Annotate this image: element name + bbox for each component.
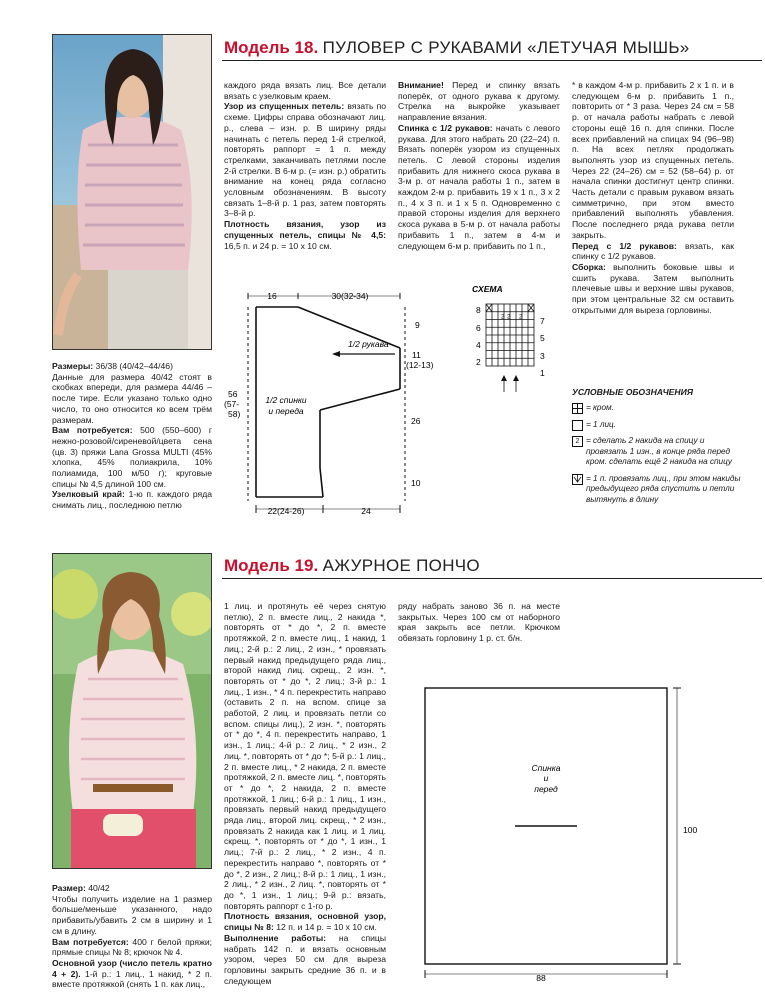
- edge-symbol-icon: [572, 403, 583, 414]
- model19-title-rule: [222, 578, 762, 579]
- edge-text: 1-ю п. каждого ряда снимать лиц., последнюю петлю: [52, 489, 212, 511]
- model18-photo: [52, 34, 212, 350]
- m19-materials-text: 400 г белой пряжи; прямые спицы № 8; крючок № 4.: [52, 936, 213, 958]
- poncho-dim-height: 100: [683, 825, 698, 835]
- chart-cell-mark-1: 2: [501, 314, 505, 321]
- legend-item-yarnover: 2 = сделать 2 накида на спицу и провязать 1 изн., в конце ряда перед кром. сделать ещё 2 накида на спицу: [572, 436, 742, 468]
- model18-column-4: [572, 80, 734, 315]
- chart-row-7: 7: [540, 316, 545, 326]
- col4-text-0: * в каждом 4-м р. прибавить 2 х 1 п. и в следующем 6-м р. прибавить 1 п., повторить от * 3 раза. Через 24 см = 58 р. от начала работы набрать с левой стороны ещё 16 п. для спинки. После всех прибавлений на спицах 94 (96–98) п. На всех петлях продолжать выполнять узор из спущенных петель. Через 22 (24–26) см = 52 (58–64) р. от начала спинки достигнут центр спинки. Часть детали с правым рукавом вязать симметрично, при этом вместо прибавлений выполнять убавления. После последнего ряда рукава петли закрыть.: [572, 80, 734, 240]
- col4-text-2: выполнить боковые швы и сшить рукава. Затем выполнить плечевые швы и верхние швы рукавов, при этом центральные 32 см оставить открытыми для выреза горловины.: [572, 261, 734, 315]
- chart-row-6: 6: [476, 323, 481, 333]
- model18-title-rule: [222, 60, 762, 61]
- chart-cell-mark-3: 2: [519, 314, 523, 321]
- piece-label-2: и переда: [268, 406, 304, 416]
- edge-label: Узелковый край:: [52, 489, 125, 500]
- col3-label-1: Спинка с 1/2 рукавов:: [398, 122, 493, 133]
- col2-text-1: вязать по схеме. Цифры справа обозначают лиц. р., слева – изн. р. В ширину ряды начинать с петель перед 1-й стрелкой, повторять раппорт = 1 п. между стрелками, заканчивать петлями после 2-й стрелки. В 6-м р. (= изн. р.) обратить внимание на конец ряда согласно условным обозначениям. В высоту связать 1–8-й р. 1 раз, затем повторять 3–8-й р.: [224, 101, 386, 219]
- chart-row-1: 1: [540, 368, 545, 378]
- materials-label: Вам потребуется:: [52, 425, 133, 436]
- model18-column-3: [398, 80, 560, 251]
- col2-text-2: 16,5 п. и 24 р. = 10 х 10 см.: [224, 240, 332, 251]
- legend: [572, 403, 742, 505]
- knit-symbol-icon: [572, 420, 583, 431]
- sleeve-label: 1/2 рукава: [348, 339, 389, 349]
- dim-left-56: 56: [228, 389, 238, 399]
- model18-title: [224, 38, 690, 58]
- piece-label-1: 1/2 спинки: [265, 395, 307, 405]
- col4-label-1: Перед с 1/2 рукавов:: [572, 240, 677, 251]
- m19-size-note: Чтобы получить изделие на 1 размер больше/меньше указанного, надо прибавить/убавить 2 см в ширину и 1 см в длину.: [52, 893, 212, 936]
- model18-title-name: ПУЛОВЕР С РУКАВАМИ «ЛЕТУЧАЯ МЫШЬ»: [322, 38, 690, 57]
- m19-col2-text-0: 1 лиц. и протянуть её через снятую петлю), 2 п. вместе лиц., 2 накида *, повторять от * до *, 2 п. вместе протяжкой, 2 п. вместе лиц., 1 накид, 1 лиц.; 2-й р.: 2 лиц., 2 изн., * провязать первый накид предыдущего ряда лиц., второй накид лиц. скрещ., 2 изн. *, повторять от * до *, 2 лиц.; 3-й р.: 1 лиц., 1 изн., * 4 п. перекрестить направо (оставить 2 п. на вспом. спице за работой, 2 лиц. и провязать петли со вспом. спицы лиц.), 2 изн. *, повторять от * до *, 4 п. перекрестить направо, 1 изн., 1 лиц.; 4-й р.: 2 лиц., * 2 изн., 2 лиц. *, повторять от * до *; 5-й р.: 1 лиц., 2 п. вместе лиц., * 2 накида, 2 п. вместе протяжкой, 2 п. вместе лиц. *, повторять от * до *, 2 накида, 2 п. вместе протяжкой, 1 лиц.; 6-й р.: 1 лиц., 1 изн., провязать первый накид предыдущего ряда лиц., второй лиц. скрещ., * 2 изн., провязать 2 накида как 1 лиц. и 1 лиц. скрещ. *, повторять от * до *, 1 изн., 1 лиц.; 7-й р.: 2 лиц., * 2 изн., 4 п. перекрестить направо *, повторять от * до *, 2 изн., 2 лиц.; 8-й р.: 1 лиц., 1 изн., 2 лиц., * 2 изн., 2 лиц. *, повторять от * до *, 1 изн., 1 лиц.; 9-й р.: вязать, повторять раппорт с 1-го р.: [224, 601, 386, 911]
- model19-title-number: Модель 19.: [224, 556, 319, 575]
- col3-label-0: Внимание!: [398, 80, 444, 90]
- yarnover-symbol-icon: 2: [572, 436, 583, 447]
- dim-left-58: 58): [228, 409, 241, 419]
- model19-title: [224, 556, 480, 576]
- model18-left-column: [52, 361, 212, 511]
- model18-title-number: Модель 18.: [224, 38, 319, 57]
- legend-title: УСЛОВНЫЕ ОБОЗНАЧЕНИЯ: [572, 387, 694, 397]
- model18-pattern-diagram: [220, 285, 440, 520]
- model19-photo: [52, 553, 212, 869]
- chart-row-5: 5: [540, 333, 545, 343]
- dim-bottom-left: 22(24-26): [267, 506, 305, 516]
- model19-title-name: АЖУРНОЕ ПОНЧО: [322, 556, 480, 575]
- dim-right-11: 11: [412, 350, 421, 360]
- model19-pattern-diagram: [415, 680, 715, 985]
- col4-label-2: Сборка:: [572, 261, 606, 272]
- legend-item-knit: = 1 лиц.: [572, 420, 742, 431]
- m19-pattern-text: 1-й р.: 1 лиц., 1 накид, * 2 п. вместе протяжкой (снять 1 п. как лиц.,: [52, 968, 212, 990]
- col2-label-1: Узор из спущенных петель:: [224, 101, 345, 112]
- m19-col2-text-1: 12 п. и 14 р. = 10 х 10 см.: [273, 922, 377, 933]
- chart-row-3: 3: [540, 351, 545, 361]
- dim-right-26: 26: [411, 416, 421, 426]
- col3-text-1: начать с левого рукава. Для этого набрать 20 (22–24) п. Вязать поперёк узором из спущенных петель. С левой стороны изделия прибавить для нижнего скоса рукава в 3-м р. от начала работы 1 п., затем в каждом 2-м р. прибавить 19 х 1 п., 3 х 2 п., 4 х 3 п. и 1 х 5 п. Одновременно с правой стороны изделия для верхнего скоса рукава в 5-м р. от начала работы прибавить 1 п., затем в 4-м и следующем 6-м р. прибавить по 1 п.,: [398, 122, 561, 251]
- model18-column-2: [224, 80, 386, 251]
- legend-item-edge: = кром.: [572, 403, 742, 414]
- poncho-label-3: перед: [534, 784, 558, 794]
- poncho-dim-width: 88: [536, 973, 546, 983]
- col3-text-0: Перед и спинку вязать поперёк, от одного рукава к другому. Стрелка на выкройке указывает направление вязания.: [398, 80, 560, 123]
- legend-item-dropped: = 1 п. провязать лиц., при этом накиды предыдущего ряда спустить и петли вытянуть в длину: [572, 474, 742, 506]
- model19-column-2: [224, 601, 386, 986]
- m19-col2-label-2: Выполнение работы:: [224, 932, 327, 943]
- dim-bottom-right: 24: [361, 506, 371, 516]
- dim-right-12-13: (12-13): [406, 360, 434, 370]
- chart-row-8: 8: [476, 305, 481, 315]
- dim-right-10: 10: [411, 478, 421, 488]
- dim-left-57: (57-: [224, 399, 240, 409]
- size-label: Размеры:: [52, 361, 94, 371]
- size-note: Данные для размера 40/42 стоят в скобках впереди, для размера 44/46 – после тире. Если указано только одно число, то оно относится ко всем трём размерам.: [52, 371, 212, 425]
- m19-col2-text-2: на спицы набрать 142 п. и вязать основным узором, через 50 см для выреза горловины закрыть средние 36 п. и в следующем: [224, 932, 386, 986]
- dim-right-9: 9: [415, 320, 420, 330]
- size-text: 36/38 (40/42–44/46): [93, 361, 173, 371]
- model19-column-3: [398, 601, 560, 644]
- m19-size-label: Размер:: [52, 883, 86, 893]
- chart-title: СХЕМА: [472, 284, 503, 294]
- m19-size-text: 40/42: [85, 883, 110, 893]
- poncho-label-1: Спинка: [531, 763, 561, 773]
- m19-col3-text-0: ряду набрать заново 36 п. на месте закрытых. Через 100 см от наборного края закрыть все петли. Крючком обвязать горловину 1 р. ст. б/н.: [398, 601, 560, 644]
- poncho-label-2: и: [543, 773, 549, 783]
- model18-stitch-chart: [462, 280, 562, 410]
- m19-pattern-label: Основной узор (число петель кратно 4 + 2).: [52, 957, 212, 979]
- chart-row-2: 2: [476, 357, 481, 367]
- col2-text-0: каждого ряда вязать лиц. Все детали вязать с узелковым краем.: [224, 80, 386, 101]
- m19-col2-label-1: Плотность вязания, основной узор, спицы № 8:: [224, 911, 386, 933]
- model19-left-column: [52, 883, 212, 990]
- materials-text: 500 (550–600) г нежно-розовой/сиреневой/цвета сена (цв. 3) пряжи Lana Grossa MULTI (45% хлопка, 45% полиакрила, 10% полиамида, 100 м/50 г); круговые спицы № 4,5 длиной 100 см.: [52, 425, 212, 489]
- chart-cell-mark-2: 2: [507, 314, 511, 321]
- dim-top-right: 30(32-34): [331, 291, 369, 301]
- dim-top-left: 16: [267, 291, 277, 301]
- chart-row-4: 4: [476, 340, 481, 350]
- m19-materials-label: Вам потребуется:: [52, 936, 129, 947]
- col4-text-1: вязать, как спинку с 1/2 рукавов.: [572, 240, 735, 262]
- col2-label-2: Плотность вязания, узор из спущенных петель, спицы № 4,5:: [224, 219, 386, 240]
- dropped-stitch-icon: [572, 474, 583, 485]
